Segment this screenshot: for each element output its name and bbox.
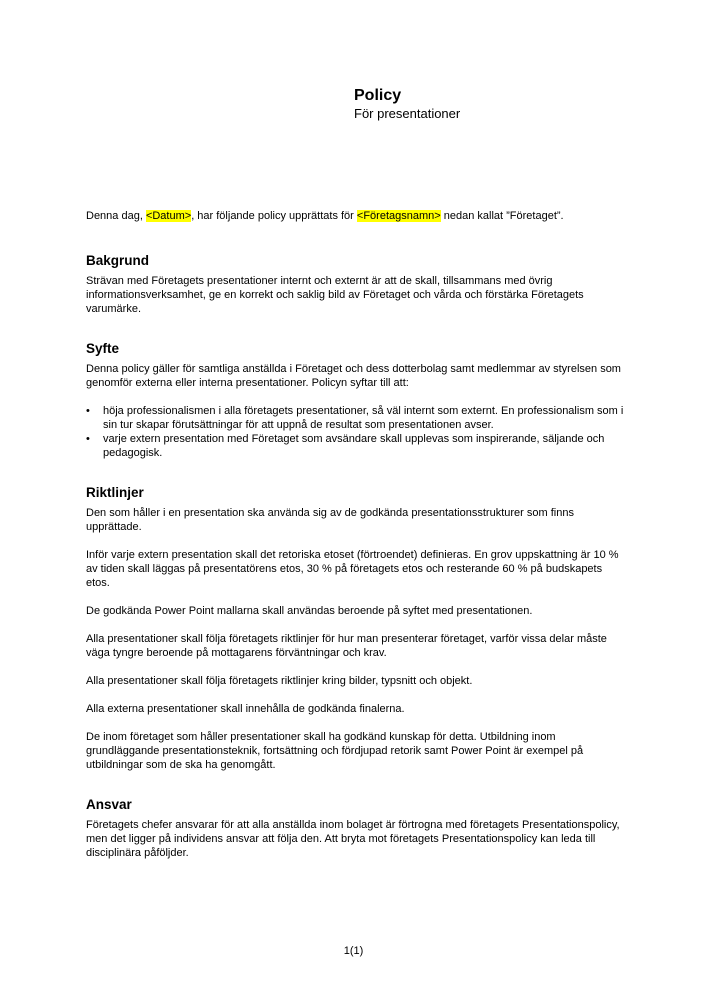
list-item bbox=[86, 432, 626, 460]
riktlinjer-paragraph-4: Alla presentationer skall följa företagets riktlinjer för hur man presenterar företaget, varför vissa delar måste väga tyngre beroende på mottagarens förväntningar och krav. bbox=[86, 633, 607, 659]
section-bakgrund bbox=[86, 252, 626, 316]
document-title: Policy bbox=[354, 87, 402, 104]
syfte-bullet-list bbox=[86, 404, 626, 460]
bakgrund-paragraph: Strävan med Företagets presentationer internt och externt är att de skall, tillsammans med övrig informationsverksamhet, ge en korrekt och saklig bild av Företaget och vårda och förstärka Företagets varumärke. bbox=[86, 275, 584, 315]
title-block bbox=[354, 86, 460, 122]
riktlinjer-paragraph-6: Alla externa presentationer skall innehålla de godkända finalerna. bbox=[86, 703, 405, 715]
bullet-icon: • bbox=[86, 405, 90, 417]
heading-syfte: Syfte bbox=[86, 341, 120, 356]
date-placeholder: <Datum> bbox=[145, 210, 192, 222]
bullet-text: varje extern presentation med Företaget som avsändare skall upplevas som inspirerande, säljande och pedagogisk. bbox=[103, 433, 605, 459]
document-body bbox=[86, 209, 626, 884]
riktlinjer-paragraph-7: De inom företaget som håller presentationer skall ha godkänd kunskap för detta. Utbildning inom grundläggande presentationsteknik, fortsättning och fördjupad retorik samt Power Point är exempel på utbildningar som de ska ha genomgått. bbox=[86, 731, 584, 771]
riktlinjer-paragraph-3: De godkända Power Point mallarna skall användas beroende på syftet med presentationen. bbox=[86, 605, 533, 617]
bullet-icon: • bbox=[86, 433, 90, 445]
heading-riktlinjer: Riktlinjer bbox=[86, 485, 144, 500]
section-ansvar bbox=[86, 796, 626, 860]
page-number: 1(1) bbox=[343, 945, 364, 957]
riktlinjer-paragraph-1: Den som håller i en presentation ska använda sig av de godkända presentationsstrukturer som finns upprättade. bbox=[86, 507, 574, 533]
section-syfte bbox=[86, 340, 626, 460]
intro-text-2: , har följande policy upprättats för bbox=[191, 210, 357, 222]
syfte-paragraph: Denna policy gäller för samtliga anställda i Företaget och dess dotterbolag samt medlemmar av styrelsen som genomför externa eller interna presentationer. Policyn syftar till att: bbox=[86, 363, 621, 389]
heading-bakgrund: Bakgrund bbox=[86, 253, 150, 268]
company-placeholder: <Företagsnamn> bbox=[356, 210, 441, 222]
riktlinjer-paragraph-5: Alla presentationer skall följa företagets riktlinjer kring bilder, typsnitt och objekt. bbox=[86, 675, 473, 687]
heading-ansvar: Ansvar bbox=[86, 797, 132, 812]
section-riktlinjer bbox=[86, 484, 626, 772]
intro-paragraph bbox=[86, 209, 626, 223]
intro-text-3: nedan kallat ”Företaget”. bbox=[440, 210, 564, 222]
intro-text-1: Denna dag, bbox=[86, 210, 146, 222]
bullet-text: höja professionalismen i alla företagets presentationer, så väl internt som externt. En professionalism som i sin tur skapar förutsättningar för att uppnå de resultat som presentationen avser. bbox=[103, 405, 624, 431]
list-item bbox=[86, 404, 626, 432]
document-subtitle: För presentationer bbox=[354, 106, 461, 121]
riktlinjer-paragraph-2: Inför varje extern presentation skall det retoriska etoset (förtroendet) definieras. En grov uppskattning är 10 % av tiden skall läggas på presentatörens etos, 30 % på företagets etos och resterande 60 % på budskapets etos. bbox=[86, 549, 619, 589]
ansvar-paragraph: Företagets chefer ansvarar för att alla anställda inom bolaget är förtrogna med företagets Presentationspolicy, men det ligger på individens ansvar att följa den. Att bryta mot företagets Presentationspolicy kan leda till disciplinära påföljder. bbox=[86, 819, 620, 859]
